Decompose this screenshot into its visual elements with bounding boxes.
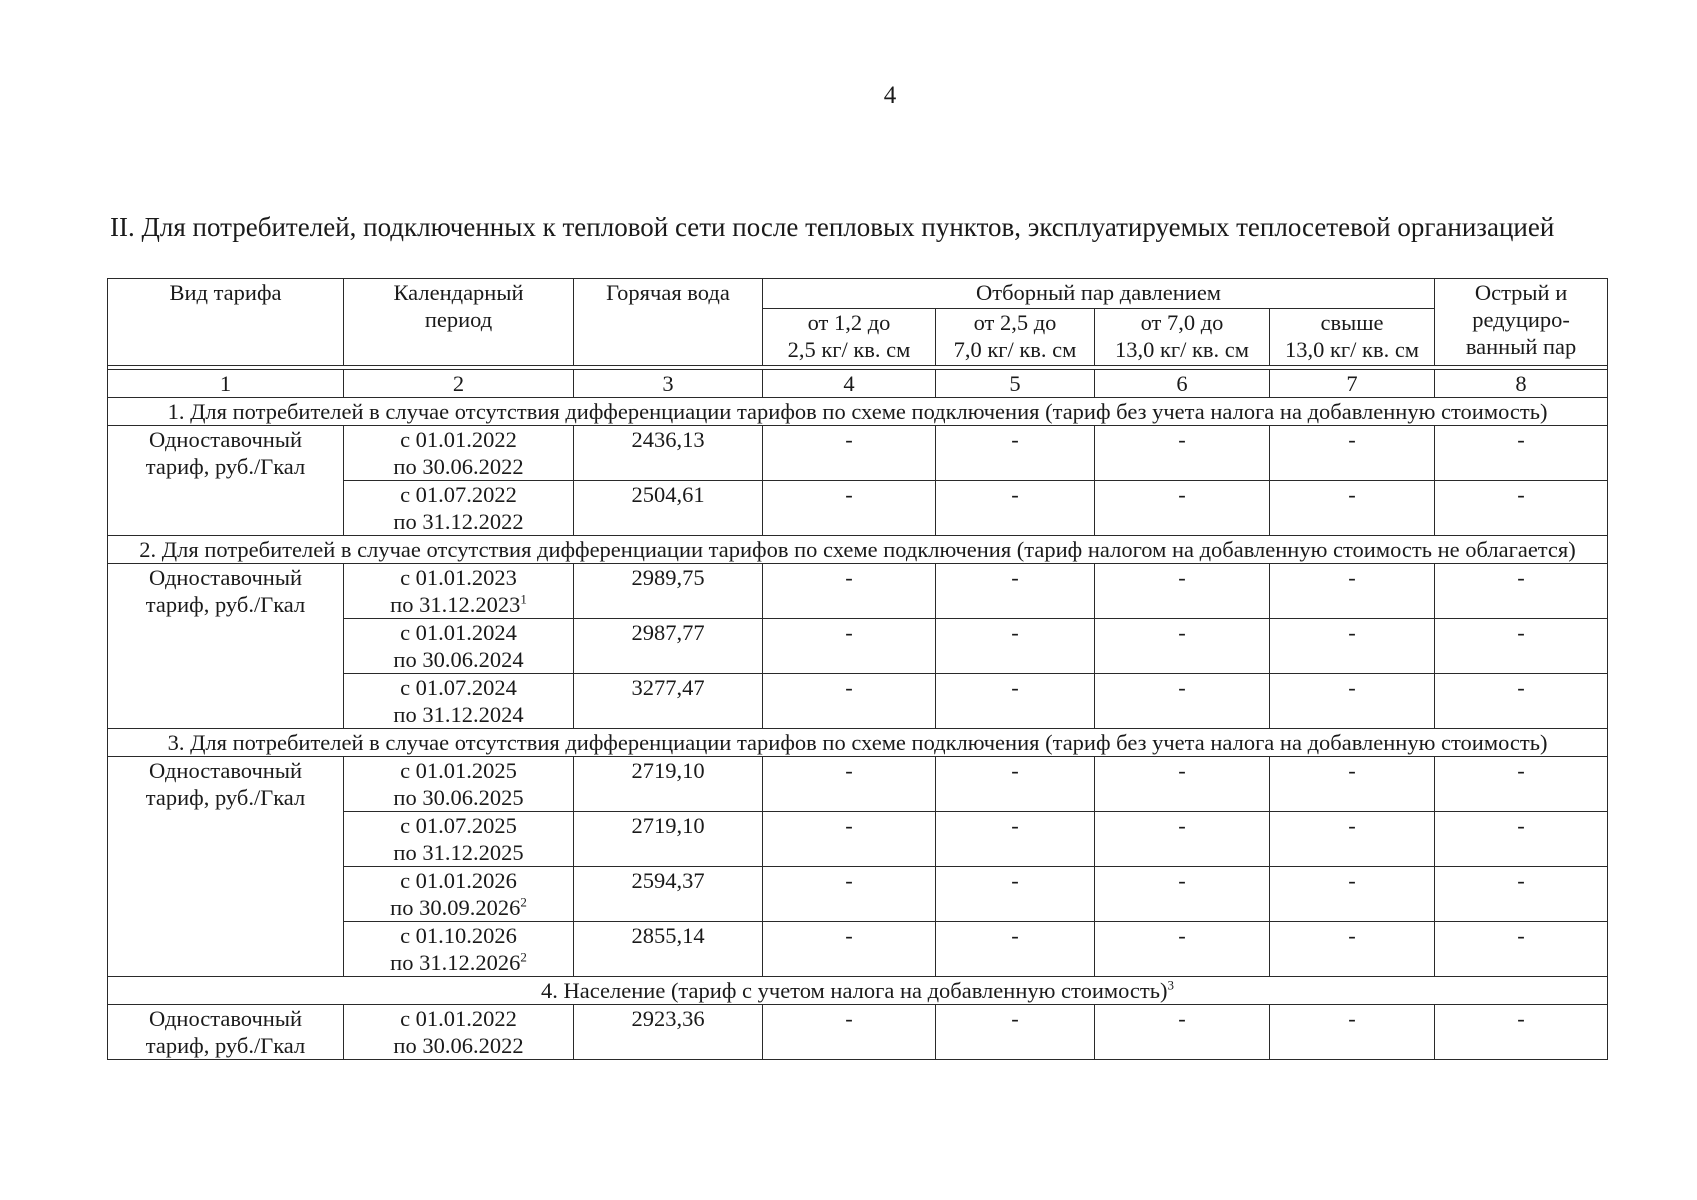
tariff-row [108, 1005, 1608, 1060]
empty-value-dash: - [936, 426, 1095, 481]
period-cell [344, 619, 574, 674]
empty-value-dash: - [1270, 1005, 1435, 1060]
tariff-type-line1: Одноставочный [149, 758, 302, 783]
column-number: 8 [1435, 370, 1608, 398]
tariff-type-line2: тариф, руб./Гкал [145, 592, 306, 617]
period-from: с 01.01.2022 [400, 427, 517, 452]
tariff-row [108, 564, 1608, 619]
empty-value-dash: - [763, 564, 936, 619]
header-steam-2-line1: от 2,5 до [973, 310, 1057, 335]
column-number: 4 [763, 370, 936, 398]
period-from: с 01.01.2025 [400, 758, 517, 783]
group-title: 4. Население (тариф с учетом налога на добавленную стоимость) [541, 978, 1168, 1003]
tariff-type-line1: Одноставочный [149, 427, 302, 452]
tariff-type-line2: тариф, руб./Гкал [145, 785, 306, 810]
empty-value-dash: - [1270, 922, 1435, 977]
header-live-steam-line1: Острый и [1474, 280, 1568, 305]
column-number: 6 [1095, 370, 1270, 398]
empty-value-dash: - [1435, 674, 1608, 729]
empty-value-dash: - [1095, 922, 1270, 977]
period-to-line [348, 784, 569, 811]
period-to-line [348, 894, 569, 921]
header-steam-group [763, 279, 1435, 309]
empty-value-dash: - [1095, 426, 1270, 481]
tariff-type-cell [108, 564, 344, 729]
period-cell [344, 1005, 574, 1060]
column-number: 3 [574, 370, 763, 398]
period-from: с 01.01.2022 [400, 1006, 517, 1031]
group-title-row [108, 398, 1608, 426]
empty-value-dash: - [936, 1005, 1095, 1060]
group-title-cell [108, 398, 1608, 426]
empty-value-dash: - [1435, 564, 1608, 619]
hot-water-value: 2594,37 [574, 867, 763, 922]
footnote-marker: 2 [520, 894, 527, 910]
header-period-line2: период [424, 307, 493, 332]
empty-value-dash: - [763, 922, 936, 977]
empty-value-dash: - [1095, 564, 1270, 619]
empty-value-dash: - [1435, 867, 1608, 922]
period-to-line [348, 949, 569, 976]
hot-water-value: 2719,10 [574, 812, 763, 867]
period-to: по 30.09.2026 [390, 895, 521, 920]
period-to-line [348, 701, 569, 728]
group-title: 2. Для потребителей в случае отсутствия дифференциации тарифов по схеме подключения (тариф налогом на добавленную стоимость не облагается) [139, 537, 1576, 562]
period-from: с 01.07.2022 [400, 482, 517, 507]
period-to-line [348, 1032, 569, 1059]
empty-value-dash: - [1095, 812, 1270, 867]
page-number: 4 [883, 82, 897, 109]
header-steam-2-line2: 7,0 кг/ кв. см [953, 337, 1077, 362]
period-to-line [348, 591, 569, 618]
period-from: с 01.01.2026 [400, 868, 517, 893]
column-number: 1 [108, 370, 344, 398]
empty-value-dash: - [1270, 619, 1435, 674]
tariff-row [108, 426, 1608, 481]
empty-value-dash: - [1095, 619, 1270, 674]
empty-value-dash: - [763, 867, 936, 922]
group-title: 1. Для потребителей в случае отсутствия дифференциации тарифов по схеме подключения (тариф без учета налога на добавленную стоимость) [167, 399, 1548, 424]
header-steam-1 [763, 309, 936, 366]
empty-value-dash: - [1270, 674, 1435, 729]
empty-value-dash: - [936, 922, 1095, 977]
empty-value-dash: - [763, 757, 936, 812]
header-live-steam-line3: ванный пар [1465, 334, 1577, 359]
period-to: по 30.06.2025 [393, 785, 524, 810]
header-steam-group-label: Отборный пар давлением [976, 280, 1222, 305]
hot-water-value: 2989,75 [574, 564, 763, 619]
group-title-row [108, 729, 1608, 757]
empty-value-dash: - [1435, 757, 1608, 812]
period-to-line [348, 508, 569, 535]
period-to: по 31.12.2023 [390, 592, 521, 617]
tariff-type-cell [108, 426, 344, 536]
period-cell [344, 481, 574, 536]
group-title-cell [108, 536, 1608, 564]
period-to-line [348, 646, 569, 673]
period-cell [344, 757, 574, 812]
empty-value-dash: - [1270, 564, 1435, 619]
hot-water-value: 2504,61 [574, 481, 763, 536]
empty-value-dash: - [936, 564, 1095, 619]
group-title-row [108, 977, 1608, 1005]
header-period-line1: Календарный [393, 280, 524, 305]
column-number: 2 [344, 370, 574, 398]
period-to: по 31.12.2022 [393, 509, 524, 534]
hot-water-value: 2987,77 [574, 619, 763, 674]
empty-value-dash: - [936, 867, 1095, 922]
empty-value-dash: - [763, 481, 936, 536]
empty-value-dash: - [763, 1005, 936, 1060]
period-from: с 01.07.2024 [400, 675, 517, 700]
period-cell [344, 922, 574, 977]
column-number: 7 [1270, 370, 1435, 398]
empty-value-dash: - [1270, 426, 1435, 481]
period-from: с 01.10.2026 [400, 923, 517, 948]
period-to: по 31.12.2025 [393, 840, 524, 865]
hot-water-value: 2855,14 [574, 922, 763, 977]
tariff-type-line2: тариф, руб./Гкал [145, 1033, 306, 1058]
empty-value-dash: - [763, 426, 936, 481]
header-period [344, 279, 574, 366]
period-cell [344, 674, 574, 729]
header-hot-water [574, 279, 763, 366]
tariff-type-line1: Одноставочный [149, 565, 302, 590]
empty-value-dash: - [1095, 1005, 1270, 1060]
empty-value-dash: - [1270, 757, 1435, 812]
period-from: с 01.07.2025 [400, 813, 517, 838]
header-steam-3 [1095, 309, 1270, 366]
empty-value-dash: - [1435, 481, 1608, 536]
empty-value-dash: - [763, 674, 936, 729]
header-steam-2 [936, 309, 1095, 366]
empty-value-dash: - [1435, 812, 1608, 867]
period-from: с 01.01.2023 [400, 565, 517, 590]
period-cell [344, 812, 574, 867]
period-to: по 30.06.2022 [393, 1033, 524, 1058]
tariff-type-line1: Одноставочный [149, 1006, 302, 1031]
header-live-steam-line2: редуциро- [1472, 307, 1570, 332]
header-steam-3-line1: от 7,0 до [1140, 310, 1224, 335]
empty-value-dash: - [1270, 481, 1435, 536]
period-to: по 30.06.2022 [393, 454, 524, 479]
header-steam-1-line2: 2,5 кг/ кв. см [787, 337, 911, 362]
period-to: по 31.12.2026 [390, 950, 521, 975]
empty-value-dash: - [1095, 481, 1270, 536]
header-tariff-type [108, 279, 344, 366]
empty-value-dash: - [1095, 674, 1270, 729]
empty-value-dash: - [936, 757, 1095, 812]
empty-value-dash: - [1435, 426, 1608, 481]
empty-value-dash: - [1435, 619, 1608, 674]
period-from: с 01.01.2024 [400, 620, 517, 645]
empty-value-dash: - [1435, 1005, 1608, 1060]
empty-value-dash: - [1095, 867, 1270, 922]
header-tariff-type-label: Вид тарифа [169, 280, 282, 305]
empty-value-dash: - [763, 812, 936, 867]
tariff-type-cell [108, 757, 344, 977]
empty-value-dash: - [1095, 757, 1270, 812]
tariff-type-line2: тариф, руб./Гкал [145, 454, 306, 479]
header-steam-3-line2: 13,0 кг/ кв. см [1114, 337, 1250, 362]
empty-value-dash: - [1270, 867, 1435, 922]
header-row [108, 279, 1608, 309]
empty-value-dash: - [936, 481, 1095, 536]
column-number: 5 [936, 370, 1095, 398]
period-to: по 30.06.2024 [393, 647, 524, 672]
tariff-type-cell [108, 1005, 344, 1060]
header-hot-water-label: Горячая вода [606, 280, 730, 305]
empty-value-dash: - [763, 619, 936, 674]
hot-water-value: 2719,10 [574, 757, 763, 812]
period-to: по 31.12.2024 [393, 702, 524, 727]
group-title: 3. Для потребителей в случае отсутствия дифференциации тарифов по схеме подключения (тариф без учета налога на добавленную стоимость) [167, 730, 1548, 755]
hot-water-value: 3277,47 [574, 674, 763, 729]
header-steam-4-line2: 13,0 кг/ кв. см [1284, 337, 1420, 362]
empty-value-dash: - [936, 812, 1095, 867]
group-title-cell [108, 729, 1608, 757]
tariff-row [108, 757, 1608, 812]
tariff-table [107, 278, 1608, 1060]
header-live-steam [1435, 279, 1608, 366]
footnote-marker: 3 [1167, 977, 1174, 993]
footnote-marker: 1 [520, 591, 527, 607]
group-title-row [108, 536, 1608, 564]
footnote-marker: 2 [520, 949, 527, 965]
period-to-line [348, 453, 569, 480]
header-steam-1-line1: от 1,2 до [807, 310, 891, 335]
column-number-row [108, 370, 1608, 398]
header-steam-4 [1270, 309, 1435, 366]
empty-value-dash: - [936, 674, 1095, 729]
group-title-cell [108, 977, 1608, 1005]
period-cell [344, 564, 574, 619]
section-title: II. Для потребителей, подключенных к тепловой сети после тепловых пунктов, эксплуатируемых теплосетевой организацией [110, 212, 1555, 242]
empty-value-dash: - [1435, 922, 1608, 977]
period-cell [344, 867, 574, 922]
hot-water-value: 2436,13 [574, 426, 763, 481]
period-cell [344, 426, 574, 481]
period-to-line [348, 839, 569, 866]
empty-value-dash: - [936, 619, 1095, 674]
hot-water-value: 2923,36 [574, 1005, 763, 1060]
header-steam-4-line1: свыше [1320, 310, 1384, 335]
empty-value-dash: - [1270, 812, 1435, 867]
